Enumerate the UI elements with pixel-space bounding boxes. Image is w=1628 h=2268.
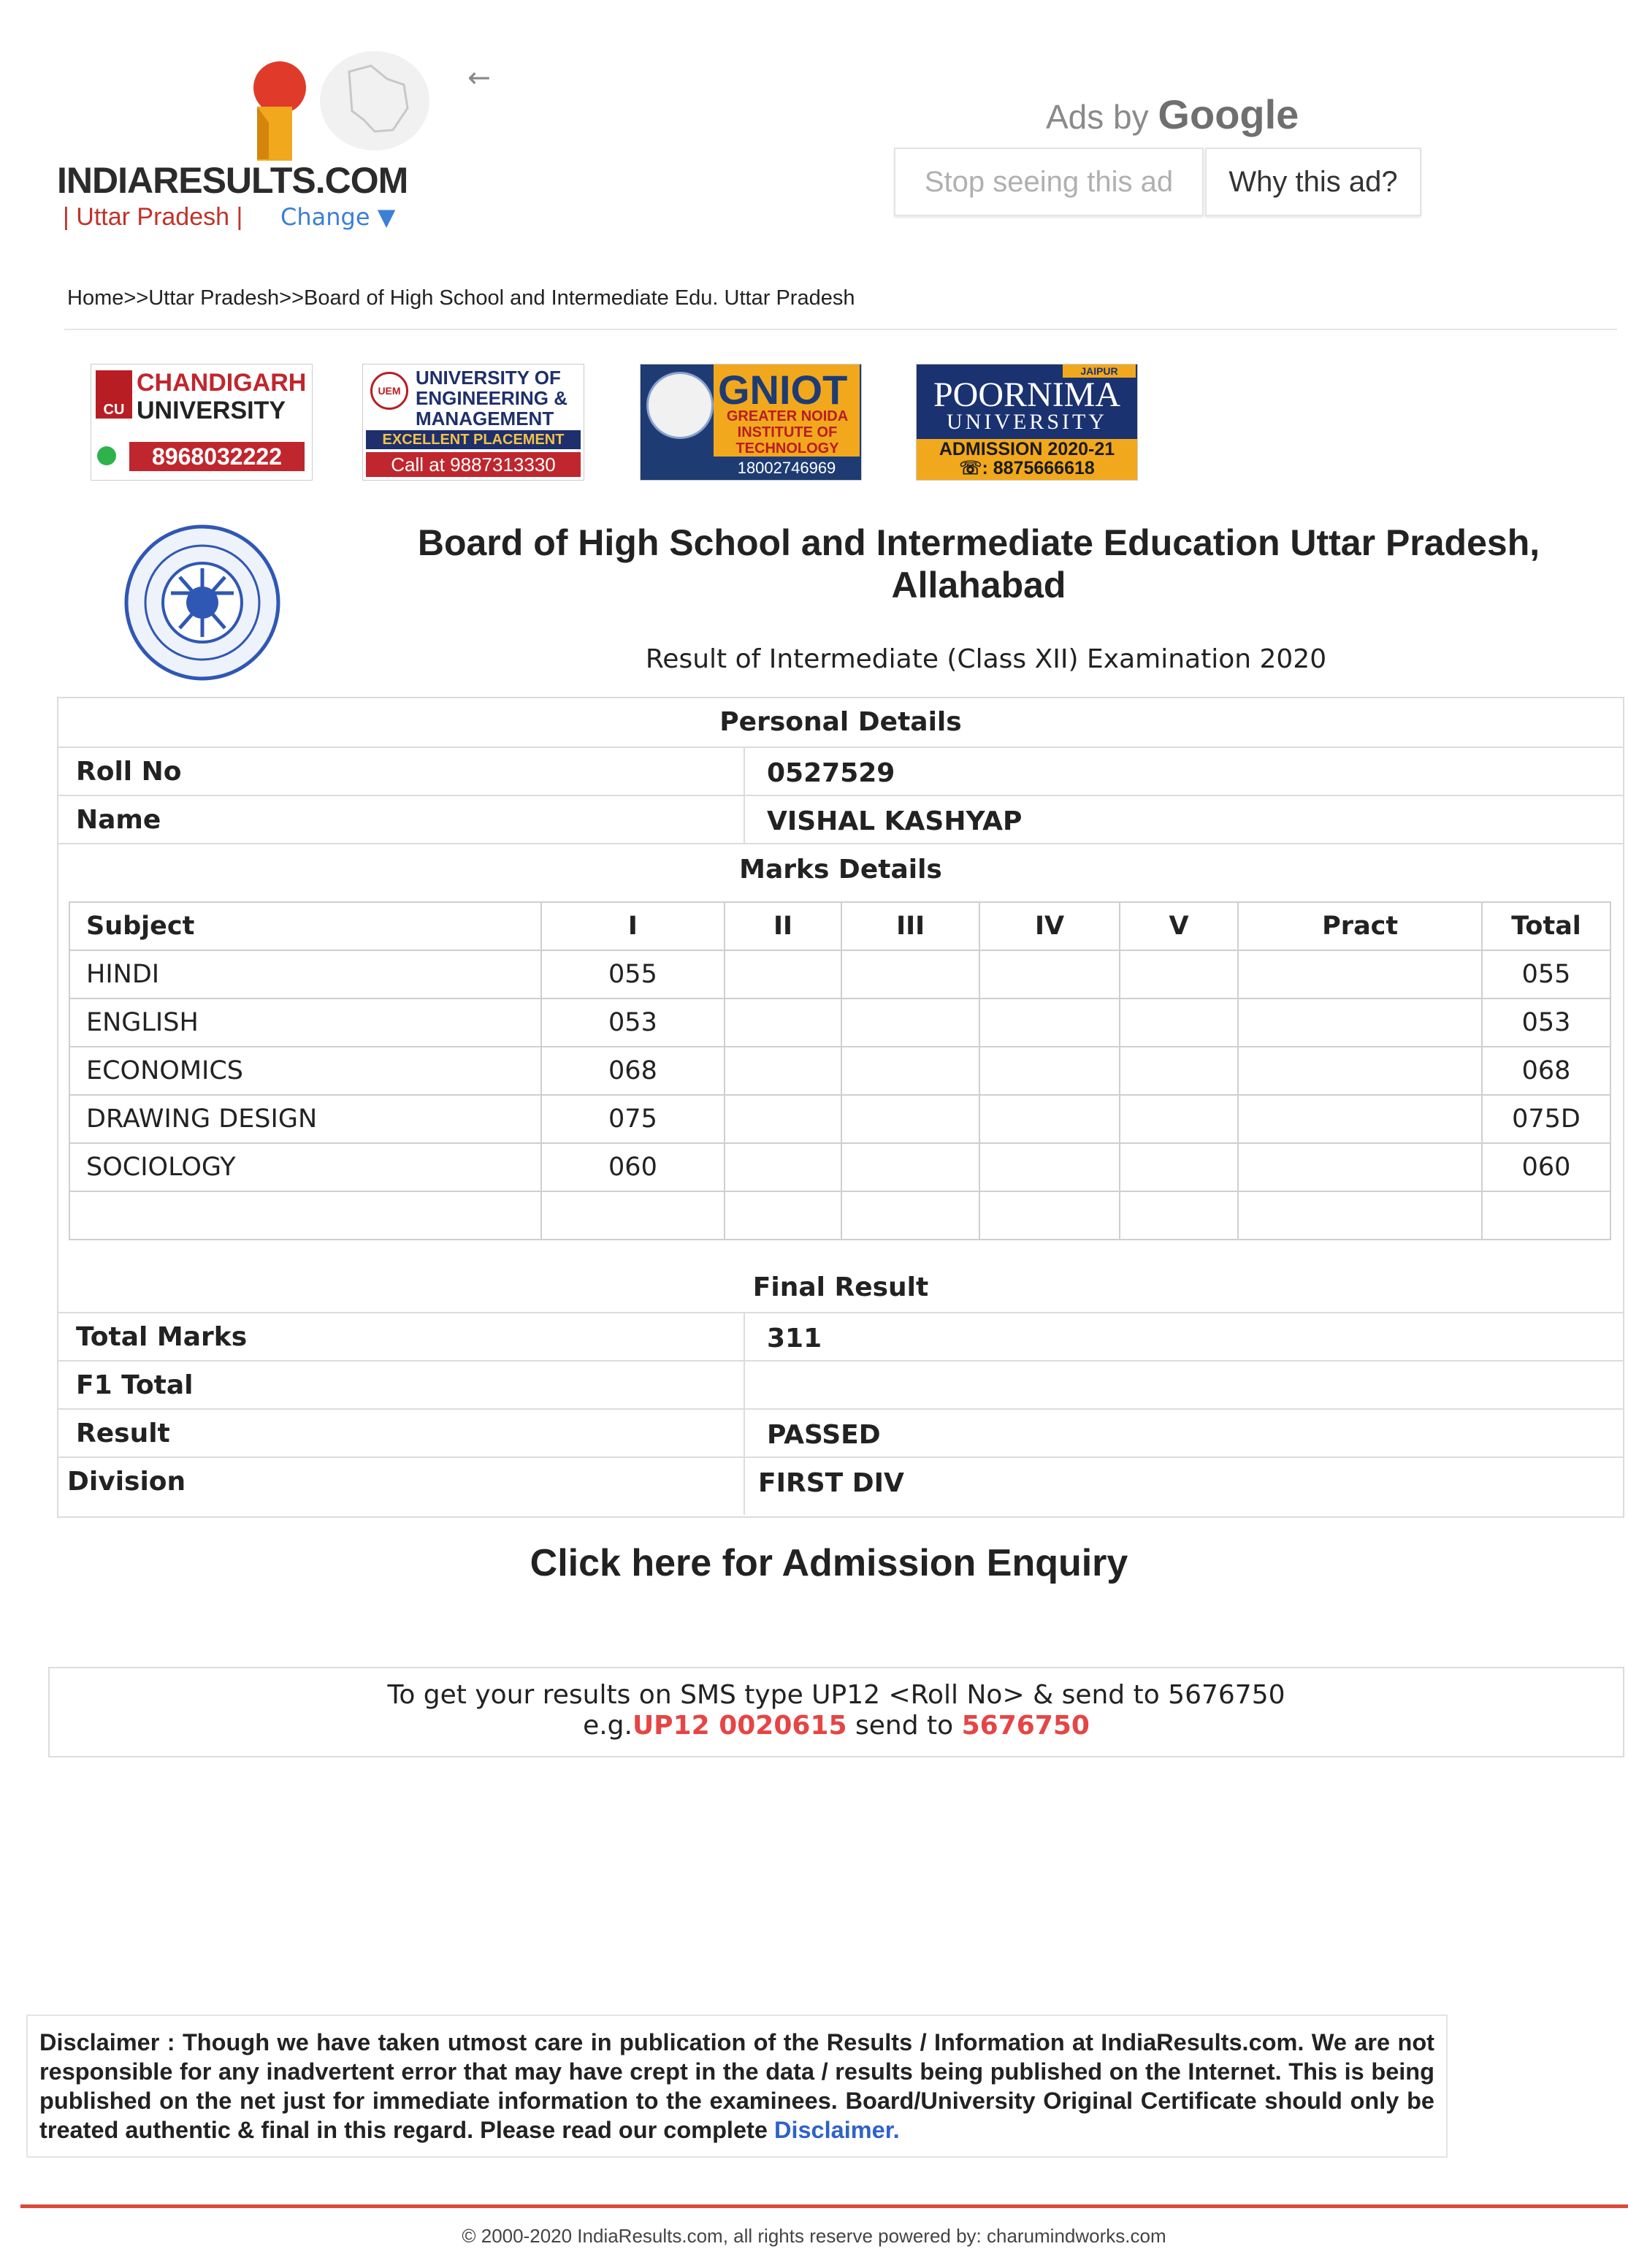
gniot-seal-icon bbox=[646, 372, 714, 439]
banner-title-line2: ENGINEERING & bbox=[416, 387, 568, 409]
subject-cell: ENGLISH bbox=[69, 999, 541, 1047]
google-wordmark: Google bbox=[1158, 91, 1299, 137]
empty-cell bbox=[1482, 1191, 1610, 1240]
col-v: V bbox=[1120, 902, 1239, 950]
sms-example bbox=[50, 1711, 1623, 1741]
empty-cell bbox=[841, 1095, 979, 1143]
logo-text: INDIARESULTS.COM bbox=[57, 160, 408, 201]
banner-phone: 8968032222 bbox=[129, 442, 305, 471]
banner-tag: EXCELLENT PLACEMENT bbox=[366, 430, 581, 449]
uem-logo-icon: UEM bbox=[370, 372, 408, 410]
col-iv: IV bbox=[979, 902, 1120, 950]
col-ii: II bbox=[725, 902, 841, 950]
ads-by-text: Ads by bbox=[1046, 98, 1149, 136]
empty-cell bbox=[1238, 950, 1482, 999]
empty-cell bbox=[725, 1143, 841, 1191]
sms-info-box bbox=[48, 1667, 1624, 1757]
footer-copyright: © 2000-2020 IndiaResults.com, all rights reserve powered by: charumindworks.com bbox=[462, 2225, 1166, 2247]
sms-example-number: 5676750 bbox=[961, 1711, 1090, 1741]
empty-cell bbox=[1238, 999, 1482, 1047]
column-divider bbox=[744, 748, 745, 796]
banner-subtitle-line2: INSTITUTE OF bbox=[737, 424, 838, 440]
empty-cell bbox=[841, 1191, 979, 1240]
paper-i-cell: 060 bbox=[541, 1143, 725, 1191]
header-divider bbox=[64, 329, 1617, 330]
empty-cell bbox=[725, 950, 841, 999]
name-value: VISHAL KASHYAP bbox=[767, 806, 1023, 836]
empty-cell bbox=[1120, 1095, 1239, 1143]
table-row bbox=[69, 950, 1610, 999]
footer-divider bbox=[20, 2204, 1628, 2208]
total-cell: 068 bbox=[1482, 1047, 1610, 1095]
final-result-heading: Final Result bbox=[752, 1272, 929, 1302]
empty-cell bbox=[725, 999, 841, 1047]
column-divider bbox=[744, 1410, 745, 1458]
table-row bbox=[69, 1143, 1610, 1191]
banner-title-line1: UNIVERSITY OF bbox=[416, 367, 561, 389]
banner-poornima[interactable] bbox=[916, 364, 1138, 481]
empty-cell bbox=[979, 950, 1120, 999]
empty-cell bbox=[1238, 1095, 1482, 1143]
banner-subtitle bbox=[718, 408, 857, 457]
empty-cell bbox=[541, 1191, 725, 1240]
board-title bbox=[380, 522, 1578, 606]
col-i: I bbox=[541, 902, 725, 950]
banner-title-line3: MANAGEMENT bbox=[416, 408, 554, 429]
admission-enquiry-link[interactable]: Click here for Admission Enquiry bbox=[530, 1542, 1128, 1584]
change-state-link[interactable]: Change ▼ bbox=[280, 203, 396, 231]
column-divider bbox=[744, 1313, 745, 1362]
empty-cell bbox=[841, 1047, 979, 1095]
table-row bbox=[69, 999, 1610, 1047]
paper-i-cell: 075 bbox=[541, 1095, 725, 1143]
disclaimer-box bbox=[26, 2015, 1448, 2158]
f1-total-row bbox=[58, 1360, 1623, 1410]
empty-cell bbox=[1238, 1047, 1482, 1095]
empty-cell bbox=[841, 999, 979, 1047]
why-this-ad-button[interactable]: Why this ad? bbox=[1205, 148, 1421, 216]
banner-gniot[interactable] bbox=[640, 364, 862, 481]
roll-no-value: 0527529 bbox=[767, 758, 895, 788]
col-total: Total bbox=[1482, 902, 1610, 950]
col-iii: III bbox=[841, 902, 979, 950]
roll-no-label: Roll No bbox=[76, 757, 182, 787]
breadcrumb[interactable]: Home>>Uttar Pradesh>>Board of High School and Intermediate Edu. Uttar Pradesh bbox=[67, 286, 855, 310]
empty-cell bbox=[1238, 1143, 1482, 1191]
sms-example-mid: send to bbox=[847, 1711, 962, 1741]
empty-cell bbox=[725, 1095, 841, 1143]
division-label: Division bbox=[67, 1467, 186, 1497]
sms-instruction: To get your results on SMS type UP12 <Roll No> & send to 5676750 bbox=[387, 1680, 1285, 1710]
marks-heading-row bbox=[58, 843, 1623, 896]
up-board-seal-icon bbox=[123, 523, 282, 682]
banner-subtitle-line1: GREATER NOIDA bbox=[726, 408, 849, 424]
subject-cell: ECONOMICS bbox=[69, 1047, 541, 1095]
empty-cell bbox=[979, 1047, 1120, 1095]
table-row bbox=[69, 1095, 1610, 1143]
banner-title bbox=[416, 367, 567, 429]
banner-subtitle: UNIVERSITY bbox=[947, 410, 1107, 434]
disclaimer-text: Disclaimer : Though we have taken utmost care in publication of the Results / Information at IndiaResults.com. We are not responsible for any inadvertent error that may have crept in the data / results being published on the Internet. This is being published on the net just for immediate information to the examinees. Board/University Original Certificate should only be treated authentic & final in this regard. Please read our complete bbox=[39, 2029, 1434, 2143]
banner-tag: ADMISSION 2020-21 bbox=[939, 439, 1115, 459]
column-divider bbox=[744, 1362, 745, 1410]
total-cell: 060 bbox=[1482, 1143, 1610, 1191]
column-divider bbox=[744, 1458, 745, 1515]
marks-details-heading: Marks Details bbox=[739, 855, 942, 885]
sms-example-code: UP12 0020615 bbox=[632, 1711, 847, 1741]
empty-cell bbox=[725, 1047, 841, 1095]
marks-table bbox=[69, 901, 1611, 1240]
name-row bbox=[58, 795, 1623, 844]
board-title-line2: Allahabad bbox=[891, 565, 1066, 606]
back-arrow-icon[interactable]: ← bbox=[467, 61, 491, 93]
banner-phone: Call at 9887313330 bbox=[366, 452, 581, 477]
personal-details-heading: Personal Details bbox=[719, 707, 962, 737]
subject-cell: DRAWING DESIGN bbox=[69, 1095, 541, 1143]
banner-title-2: UNIVERSITY bbox=[137, 397, 286, 424]
banner-subtitle-line3: TECHNOLOGY bbox=[735, 440, 839, 457]
result-value: PASSED bbox=[767, 1420, 881, 1450]
subject-cell: SOCIOLOGY bbox=[69, 1143, 541, 1191]
name-label: Name bbox=[76, 805, 161, 835]
empty-cell bbox=[979, 1191, 1120, 1240]
empty-cell bbox=[69, 1191, 541, 1240]
table-row-empty bbox=[69, 1191, 1610, 1240]
total-cell: 055 bbox=[1482, 950, 1610, 999]
result-row bbox=[58, 1408, 1623, 1458]
division-value: FIRST DIV bbox=[758, 1468, 904, 1498]
disclaimer-link[interactable]: Disclaimer. bbox=[773, 2117, 900, 2143]
exam-subtitle: Result of Intermediate (Class XII) Examination 2020 bbox=[645, 644, 1327, 674]
empty-cell bbox=[979, 999, 1120, 1047]
banner-title: GNIOT bbox=[718, 367, 848, 413]
empty-cell bbox=[979, 1095, 1120, 1143]
col-subject: Subject bbox=[69, 902, 541, 950]
banner-title: POORNIMA bbox=[933, 375, 1121, 414]
result-label: Result bbox=[76, 1419, 170, 1448]
banner-phone: 18002746969 bbox=[714, 457, 860, 480]
result-panel bbox=[57, 697, 1624, 1518]
banner-chandigarh-university[interactable] bbox=[91, 364, 313, 481]
stop-seeing-ad-button[interactable]: Stop seeing this ad bbox=[894, 148, 1204, 216]
banner-title: CHANDIGARH bbox=[137, 369, 307, 397]
empty-cell bbox=[1120, 999, 1239, 1047]
f1-total-label: F1 Total bbox=[76, 1370, 194, 1400]
board-title-line1: Board of High School and Intermediate Education Uttar Pradesh, bbox=[417, 522, 1540, 563]
table-row bbox=[69, 1047, 1610, 1095]
whatsapp-icon bbox=[97, 446, 116, 465]
banner-top-tag: JAIPUR bbox=[1063, 364, 1136, 378]
banner-phone: ☏: 8875666618 bbox=[959, 458, 1095, 478]
cu-badge: CU bbox=[96, 370, 132, 419]
empty-cell bbox=[1120, 1191, 1239, 1240]
total-marks-value: 311 bbox=[767, 1324, 822, 1353]
total-cell: 053 bbox=[1482, 999, 1610, 1047]
total-marks-row bbox=[58, 1312, 1623, 1362]
total-cell: 075D bbox=[1482, 1095, 1610, 1143]
empty-cell bbox=[725, 1191, 841, 1240]
banner-uem[interactable] bbox=[362, 364, 584, 481]
empty-cell bbox=[1238, 1191, 1482, 1240]
empty-cell bbox=[1120, 1143, 1239, 1191]
state-label: | Uttar Pradesh | bbox=[63, 203, 243, 231]
subject-cell: HINDI bbox=[69, 950, 541, 999]
sms-example-prefix: e.g. bbox=[583, 1711, 633, 1741]
paper-i-cell: 068 bbox=[541, 1047, 725, 1095]
total-marks-label: Total Marks bbox=[76, 1322, 248, 1352]
empty-cell bbox=[1120, 1047, 1239, 1095]
empty-cell bbox=[1120, 950, 1239, 999]
marks-header-row bbox=[69, 902, 1610, 950]
empty-cell bbox=[841, 950, 979, 999]
division-row bbox=[58, 1456, 1623, 1515]
empty-cell bbox=[979, 1143, 1120, 1191]
column-divider bbox=[744, 796, 745, 844]
indiaresults-logo-icon bbox=[196, 50, 437, 174]
paper-i-cell: 055 bbox=[541, 950, 725, 999]
ads-by-google-label bbox=[1046, 91, 1299, 138]
site-logo[interactable] bbox=[57, 50, 408, 247]
roll-no-row bbox=[58, 747, 1623, 796]
col-pract: Pract bbox=[1238, 902, 1482, 950]
empty-cell bbox=[841, 1143, 979, 1191]
paper-i-cell: 053 bbox=[541, 999, 725, 1047]
